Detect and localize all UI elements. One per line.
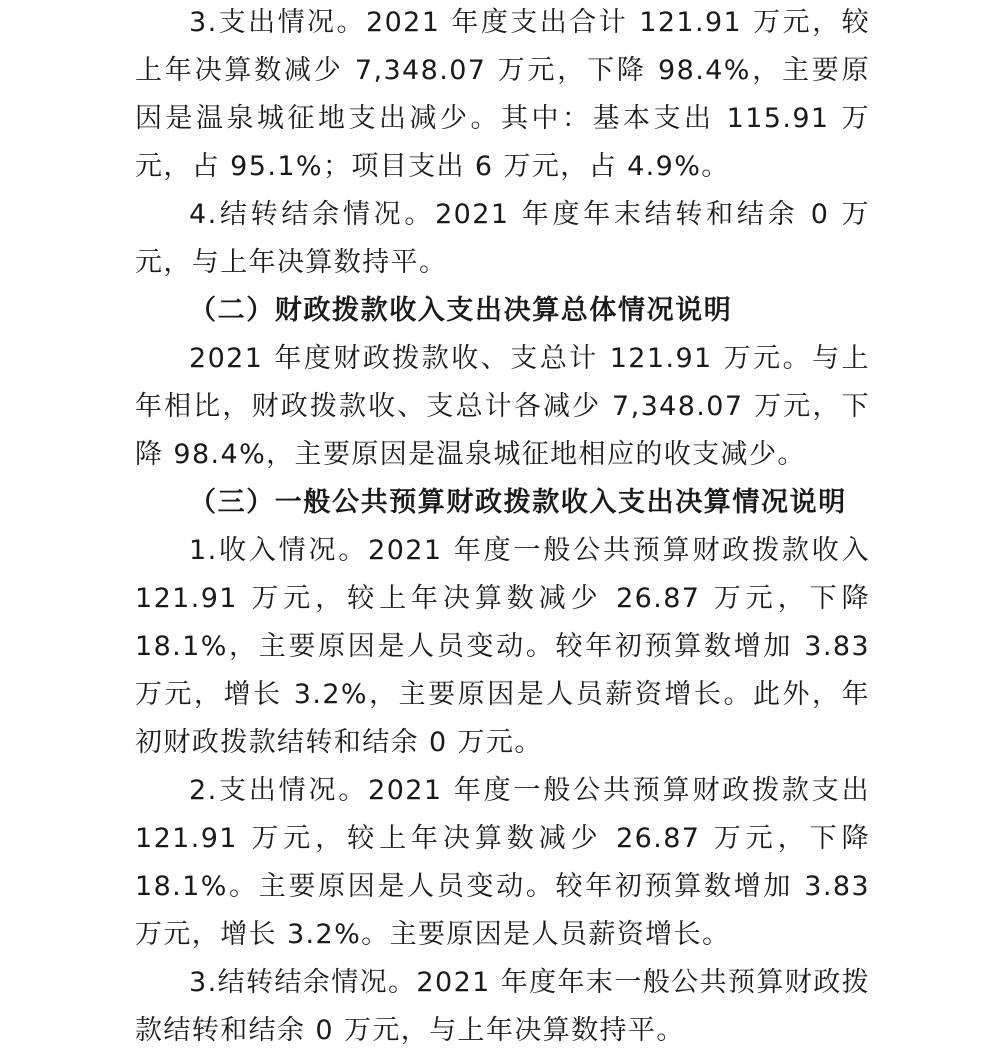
section-heading-3: （三）一般公共预算财政拨款收入支出决算情况说明 [189,487,847,518]
paragraph-general-expenditure: 2.支出情况。2021 年度一般公共预算财政拨款支出 121.91 万元，较上年决算数减少 26.87 万元，下降 18.1%。主要原因是人员变动。较年初预算数增加 3.83 万元，增长 3.2%。主要原因是人员薪资增长。 [135,775,870,950]
paragraph-fiscal-total: 2021 年度财政拨款收、支总计 121.91 万元。与上年相比，财政拨款收、支总计各减少 7,348.07 万元，下降 98.4%，主要原因是温泉城征地相应的收支减少。 [135,343,870,470]
paragraph-expenditure: 3.支出情况。2021 年度支出合计 121.91 万元，较上年决算数减少 7,348.07 万元，下降 98.4%，主要原因是温泉城征地支出减少。其中：基本支出 115.91 万元，占 95.1%；项目支出 6 万元，占 4.9%。 [135,7,870,182]
paragraph-general-carryover: 3.结转结余情况。2021 年度年末一般公共预算财政拨款结转和结余 0 万元，与上年决算数持平。 [135,967,870,1046]
document-body [135,0,870,1055]
section-heading-2: （二）财政拨款收入支出决算总体情况说明 [189,295,733,326]
paragraph-income: 1.收入情况。2021 年度一般公共预算财政拨款收入 121.91 万元，较上年决算数减少 26.87 万元，下降 18.1%，主要原因是人员变动。较年初预算数增加 3.83 万元，增长 3.2%，主要原因是人员薪资增长。此外，年初财政拨款结转和结余 0 万元。 [135,535,870,758]
paragraph-carryover: 4.结转结余情况。2021 年度年末结转和结余 0 万元，与上年决算数持平。 [135,199,870,278]
